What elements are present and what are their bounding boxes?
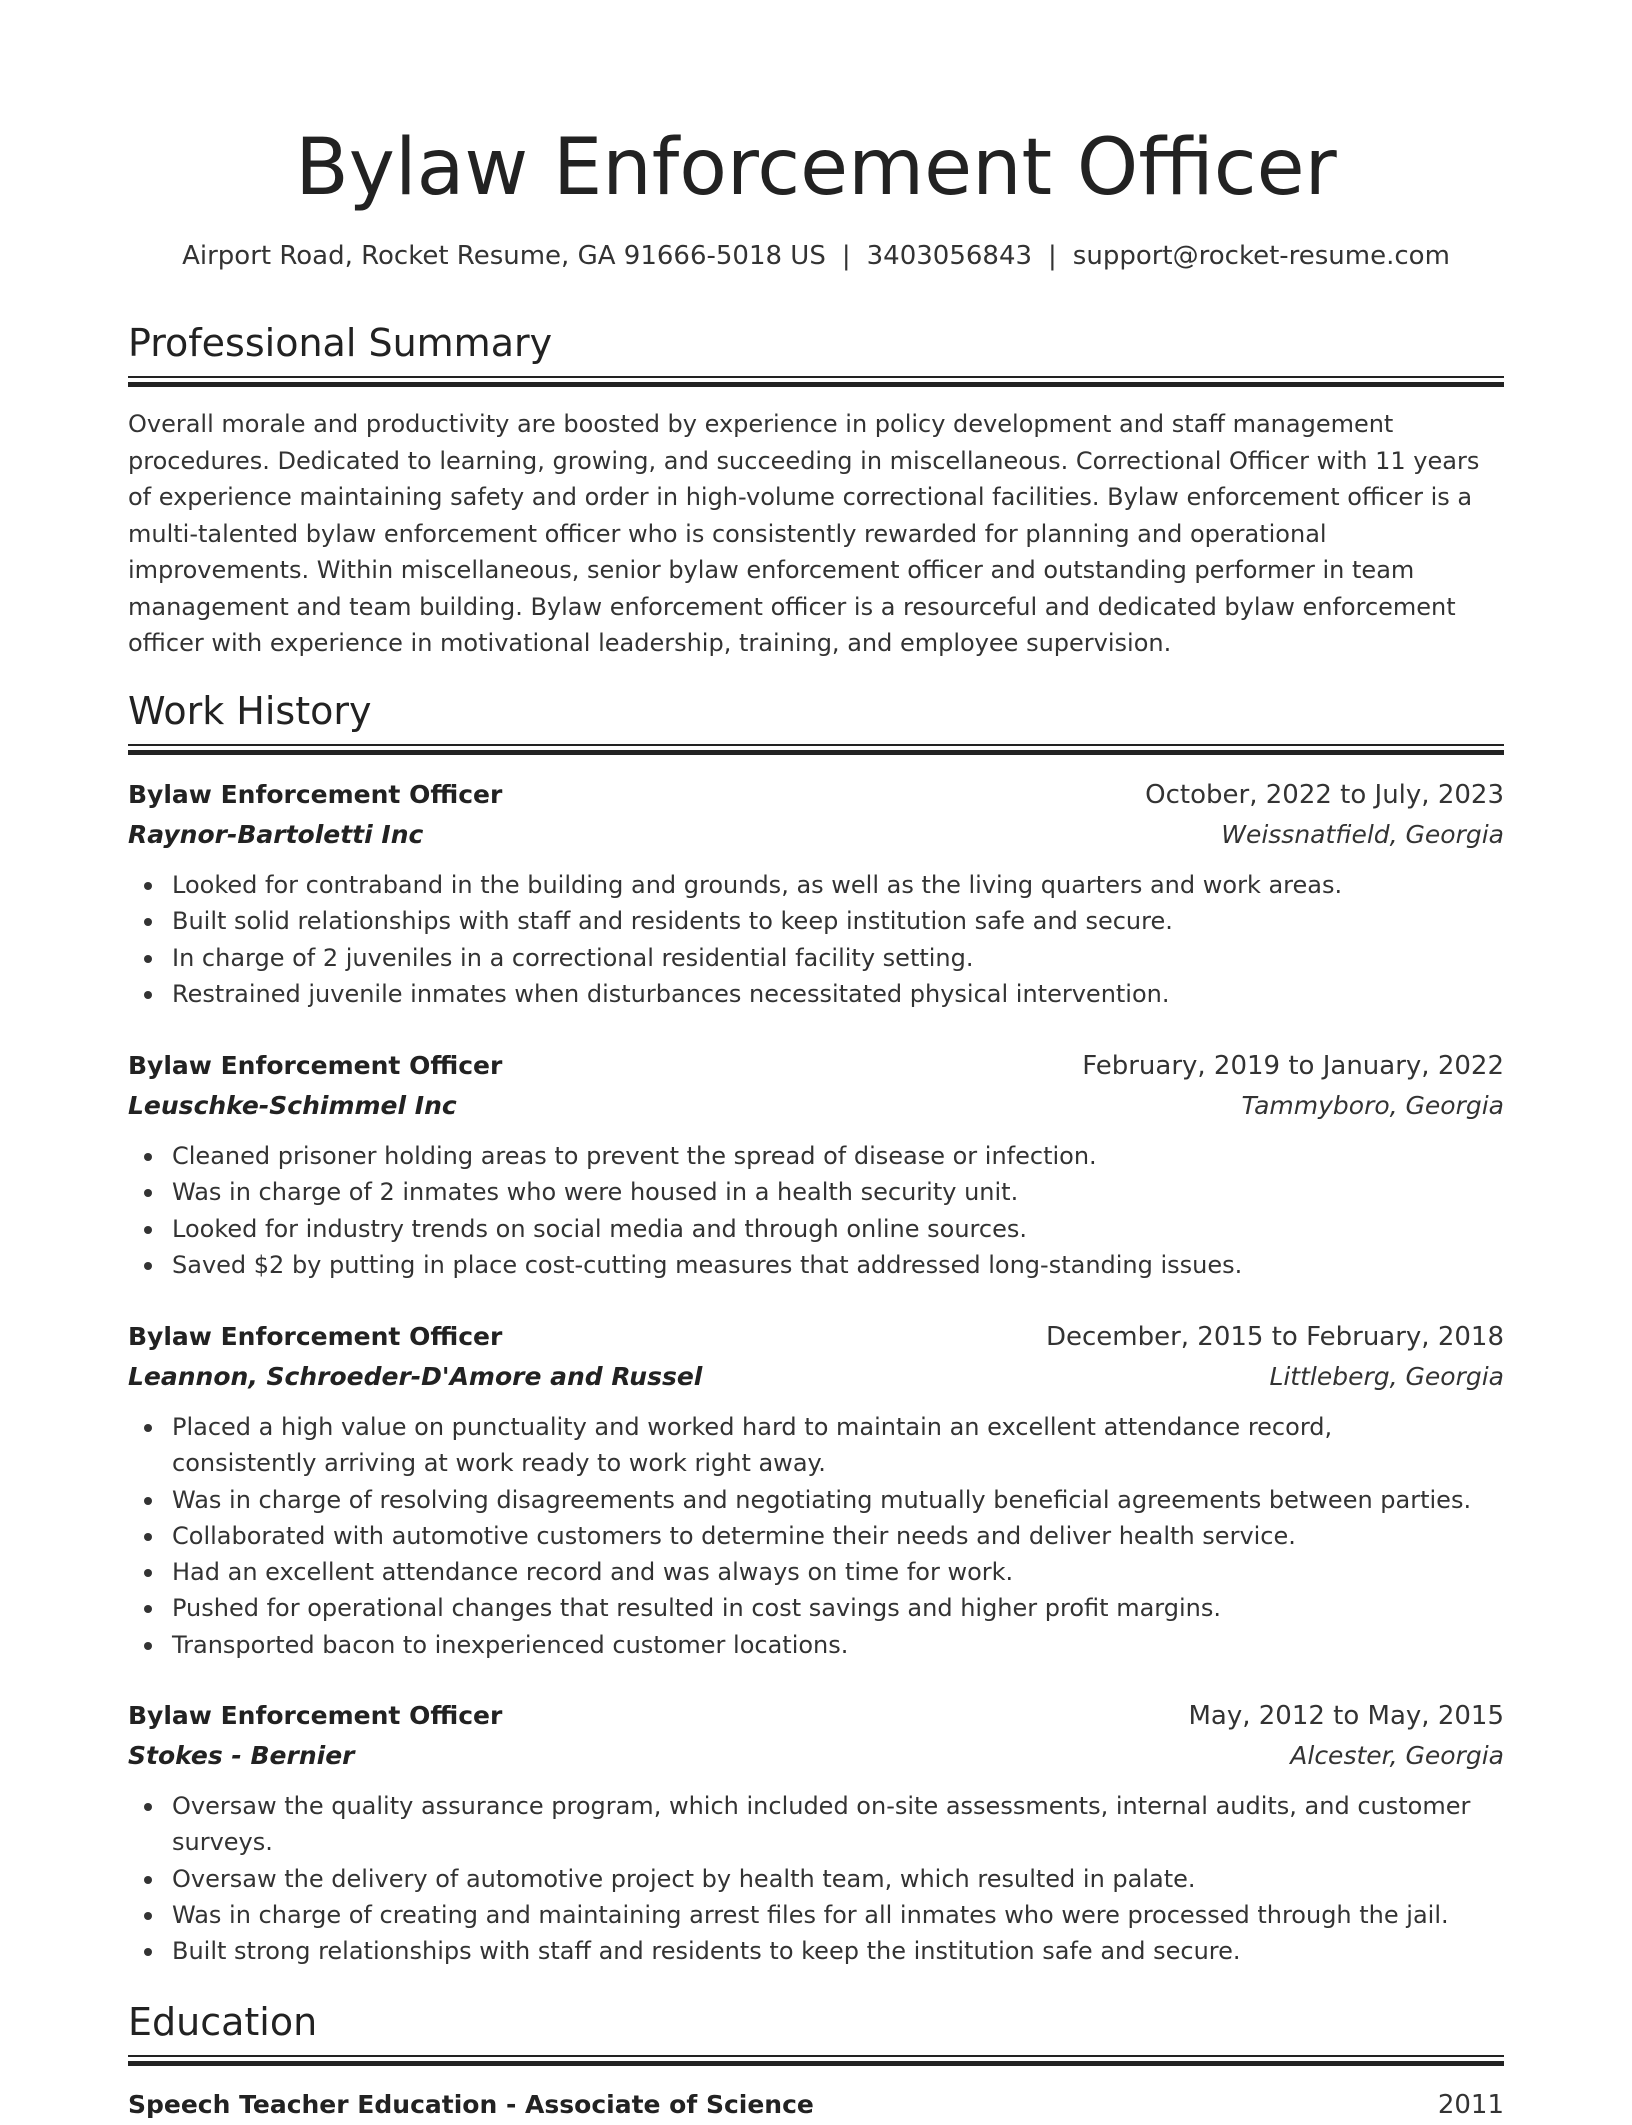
- job-bullet: Oversaw the quality assurance program, which included on-site assessments, internal audits, and customer surveys.: [172, 1788, 1472, 1861]
- job-bullet: In charge of 2 juveniles in a correctional residential facility setting.: [172, 940, 1472, 976]
- section-heading-education: Education: [128, 2000, 318, 2044]
- job-entry: [128, 1696, 1504, 1969]
- job-bullet: Pushed for operational changes that resulted in cost savings and higher profit margins.: [172, 1590, 1472, 1626]
- contact-line: [128, 238, 1504, 274]
- section-heading-summary: Professional Summary: [128, 321, 553, 365]
- job-location: Weissnatfield, Georgia: [1221, 820, 1504, 849]
- job-bullet: Oversaw the delivery of automotive project by health team, which resulted in palate.: [172, 1861, 1472, 1897]
- job-dates: May, 2012 to May, 2015: [1188, 1701, 1504, 1731]
- job-company: Stokes - Bernier: [128, 1741, 355, 1770]
- job-bullet: Looked for industry trends on social media and through online sources.: [172, 1211, 1472, 1247]
- summary-text: Overall morale and productivity are boosted by experience in policy development and staff management procedures. Dedicated to learning, growing, and succeeding in miscellaneous. Correctional Officer with 11 years of experience maintaining safety and order in high-volume correctional facilities. Bylaw enforcement officer is a multi-talented bylaw enforcement officer who is consistently rewarded for planning and operational improvements. Within miscellaneous, senior bylaw enforcement officer and outstanding performer in team management and team building. Bylaw enforcement officer is a resourceful and dedicated bylaw enforcement officer with experience in motivational leadership, training, and employee supervision.: [128, 410, 1480, 657]
- job-location: Littleberg, Georgia: [1269, 1362, 1504, 1391]
- job-dates: December, 2015 to February, 2018: [1045, 1322, 1504, 1352]
- job-bullet: Restrained juvenile inmates when disturbances necessitated physical intervention.: [172, 976, 1472, 1012]
- candidate-name: Bylaw Enforcement Officer: [295, 123, 1337, 213]
- job-title: Bylaw Enforcement Officer: [128, 780, 503, 809]
- contact-email: support@rocket-resume.com: [1072, 241, 1450, 271]
- job-location: Tammyboro, Georgia: [1241, 1091, 1504, 1120]
- job-company: Raynor-Bartoletti Inc: [128, 820, 424, 849]
- job-bullets: [128, 1788, 1504, 1969]
- job-dates: February, 2019 to January, 2022: [1082, 1051, 1504, 1081]
- job-entry: [128, 1046, 1504, 1283]
- job-bullet: Built solid relationships with staff and residents to keep institution safe and secure.: [172, 903, 1472, 939]
- job-bullet: Placed a high value on punctuality and worked hard to maintain an excellent attendance record, consistently arriving at work ready to work right away.: [172, 1409, 1472, 1482]
- education-entry: [128, 2085, 1504, 2125]
- job-bullet: Transported bacon to inexperienced customer locations.: [172, 1627, 1472, 1663]
- job-entry: [128, 1317, 1504, 1663]
- contact-phone: 3403056843: [866, 241, 1033, 271]
- job-company: Leannon, Schroeder-D'Amore and Russel: [128, 1362, 703, 1391]
- section-divider: [128, 744, 1504, 754]
- job-bullets: [128, 1409, 1504, 1663]
- job-entry: [128, 775, 1504, 1012]
- job-location: Alcester, Georgia: [1290, 1741, 1504, 1770]
- job-bullet: Saved $2 by putting in place cost-cutting measures that addressed long-standing issues.: [172, 1247, 1472, 1283]
- job-bullet: Was in charge of resolving disagreements and negotiating mutually beneficial agreements between parties.: [172, 1482, 1472, 1518]
- job-bullet: Cleaned prisoner holding areas to prevent the spread of disease or infection.: [172, 1138, 1472, 1174]
- section-divider: [128, 2055, 1504, 2065]
- job-bullet: Looked for contraband in the building and grounds, as well as the living quarters and work areas.: [172, 867, 1472, 903]
- job-title: Bylaw Enforcement Officer: [128, 1322, 503, 1351]
- contact-address: Airport Road, Rocket Resume, GA 91666-5018 US: [182, 241, 826, 271]
- job-bullets: [128, 867, 1504, 1012]
- job-bullet: Had an excellent attendance record and was always on time for work.: [172, 1554, 1472, 1590]
- job-title: Bylaw Enforcement Officer: [128, 1701, 503, 1730]
- job-title: Bylaw Enforcement Officer: [128, 1051, 503, 1080]
- job-bullet: Collaborated with automotive customers to determine their needs and deliver health service.: [172, 1518, 1472, 1554]
- contact-separator: |: [1048, 241, 1057, 271]
- job-dates: October, 2022 to July, 2023: [1145, 780, 1504, 810]
- contact-separator: |: [841, 241, 851, 271]
- job-bullet: Built strong relationships with staff and residents to keep the institution safe and secure.: [172, 1933, 1472, 1969]
- education-degree: Speech Teacher Education - Associate of Science: [128, 2090, 814, 2119]
- section-heading-work-history: Work History: [128, 689, 372, 733]
- job-bullets: [128, 1138, 1504, 1283]
- job-bullet: Was in charge of 2 inmates who were housed in a health security unit.: [172, 1174, 1472, 1210]
- job-company: Leuschke-Schimmel Inc: [128, 1091, 457, 1120]
- job-bullet: Was in charge of creating and maintaining arrest files for all inmates who were processed through the jail.: [172, 1897, 1472, 1933]
- section-divider: [128, 376, 1504, 386]
- education-year: 2011: [1437, 2090, 1504, 2120]
